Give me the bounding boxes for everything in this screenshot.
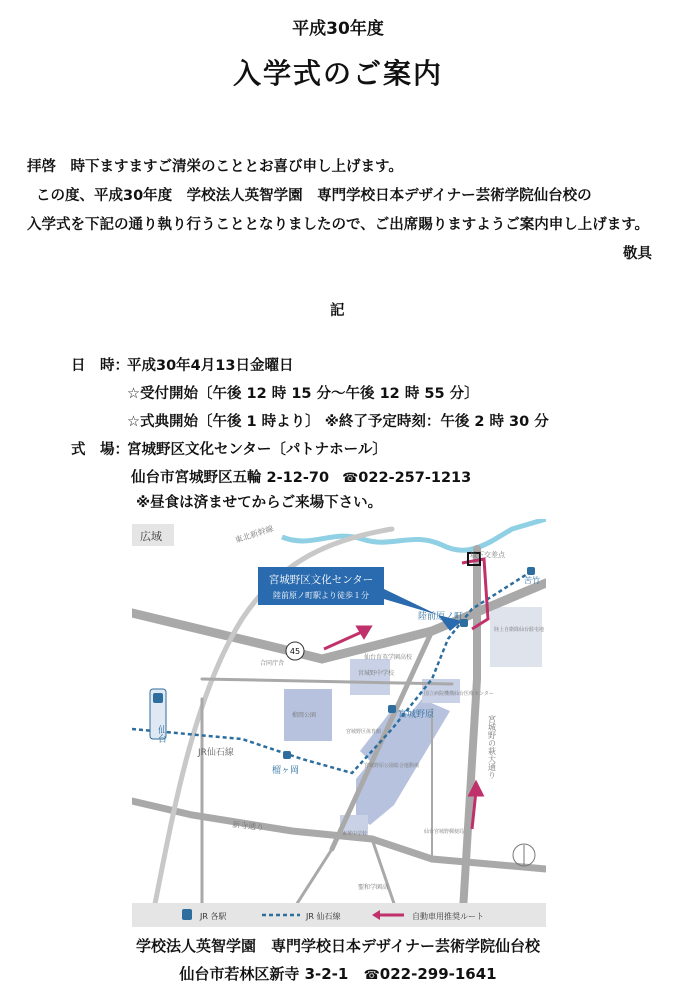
label-higashi-jhs: 東華中学校 xyxy=(342,831,368,837)
train-icon-nigatake xyxy=(527,567,535,575)
label-jgsdf: 陸上自衛隊仙台駐屯地 xyxy=(494,627,545,633)
label-miyagino-hall: 宮城野区体育館 xyxy=(346,729,382,735)
venue-label: 式 場： xyxy=(71,442,129,458)
label-nigatake: 苦竹 xyxy=(524,576,540,585)
venue-address: 仙台市宮城野区五輪 2-12-70 xyxy=(131,470,330,486)
label-post: 仙台宮城野郵便局 xyxy=(424,829,465,835)
area-label: 広域 xyxy=(140,530,162,543)
date-value: 平成30年4月13日金曜日 xyxy=(127,358,294,374)
event-year: 平成30年度 xyxy=(292,19,384,39)
phone-icon: ☎ xyxy=(363,968,380,983)
date-label: 日 時： xyxy=(71,358,129,374)
legend-senseki: JR 仙石線 xyxy=(306,912,341,921)
label-godochousha: 合同庁舎 xyxy=(260,660,285,667)
block-sendai-ikuei xyxy=(350,659,390,695)
access-map xyxy=(132,519,546,927)
footer-address: 仙台市若林区新寺 3-2-1 xyxy=(179,965,349,983)
label-oodori: 宮城野の萩大通り xyxy=(487,715,497,779)
train-icon-tsutsujigaoka xyxy=(283,751,291,759)
footer-school: 学校法人英智学園 専門学校日本デザイナー芸術学院仙台校 xyxy=(136,937,540,955)
label-hospital: 国立病院機構仙台医療センター xyxy=(424,691,494,697)
label-shinjidori: 新寺通り xyxy=(231,820,265,833)
train-icon-sendai xyxy=(153,693,163,703)
footer-contact xyxy=(0,963,676,984)
label-shinkansen: 東北新幹線 xyxy=(233,523,275,545)
label-miyagino-jhs: 宮城野中学校 xyxy=(358,670,395,677)
legend-train-icon xyxy=(182,909,192,920)
venue-address-line xyxy=(131,466,471,487)
venue-name: 宮城野区文化センター〔パトナホール〕 xyxy=(127,442,387,458)
label-park: 榴岡公園 xyxy=(292,712,317,719)
legend-jr: JR 各駅 xyxy=(200,912,227,921)
ceremony-time: ☆式典開始〔午後 1 時より〕 ※終了予定時刻：午後 2 時 30 分 xyxy=(127,414,549,430)
greeting: 拝啓 時下ますますご清栄のこととお喜び申し上げます。 xyxy=(27,159,403,175)
train-icon-miyaginohara xyxy=(388,705,396,713)
footer-phone: 022-299-1641 xyxy=(379,965,497,983)
label-tsutsujigaoka: 榴ヶ岡 xyxy=(272,766,300,776)
block-jgsdf xyxy=(490,607,545,667)
legend-route: 自動車用推奨ルート xyxy=(412,912,484,921)
phone-icon: ☎ xyxy=(342,471,359,486)
body-line-2: 入学式を下記の通り執り行うこととなりましたので、ご出席賜りますようご案内申し上げます。 xyxy=(27,217,650,233)
label-seiwa: 聖和学園高 xyxy=(358,884,389,891)
page-title: 入学式のご案内 xyxy=(232,57,443,90)
label-sendai: 仙台 xyxy=(156,725,166,743)
venue-phone: 022-257-1213 xyxy=(358,470,472,486)
lunch-note: ※昼食は済ませてからご来場下さい。 xyxy=(136,495,383,511)
callout-title: 宮城野区文化センター xyxy=(268,574,374,586)
label-senseki: JR仙石線 xyxy=(198,748,234,758)
route-number: 45 xyxy=(289,647,301,656)
label-ground: 宮城野原公園総合運動場 xyxy=(364,763,420,769)
body-line-1: この度、平成30年度 学校法人英智学園 専門学校日本デザイナー芸術学院仙台校の xyxy=(36,188,592,204)
callout-sub: 陸前原ノ町駅より徒歩１分 xyxy=(273,591,369,600)
label-ikuei: 仙台育英学園高校 xyxy=(364,654,413,661)
ki-heading: 記 xyxy=(330,303,345,319)
label-sakashita: 坂下交差点 xyxy=(470,551,505,559)
reception-time: ☆受付開始〔午後 12 時 15 分～午後 12 時 55 分〕 xyxy=(127,386,479,402)
label-miyaginohara: 宮城野原 xyxy=(398,710,435,720)
label-rikuzenharanomachi: 陸前原ノ町 xyxy=(418,612,464,622)
closing: 敬具 xyxy=(623,246,652,262)
